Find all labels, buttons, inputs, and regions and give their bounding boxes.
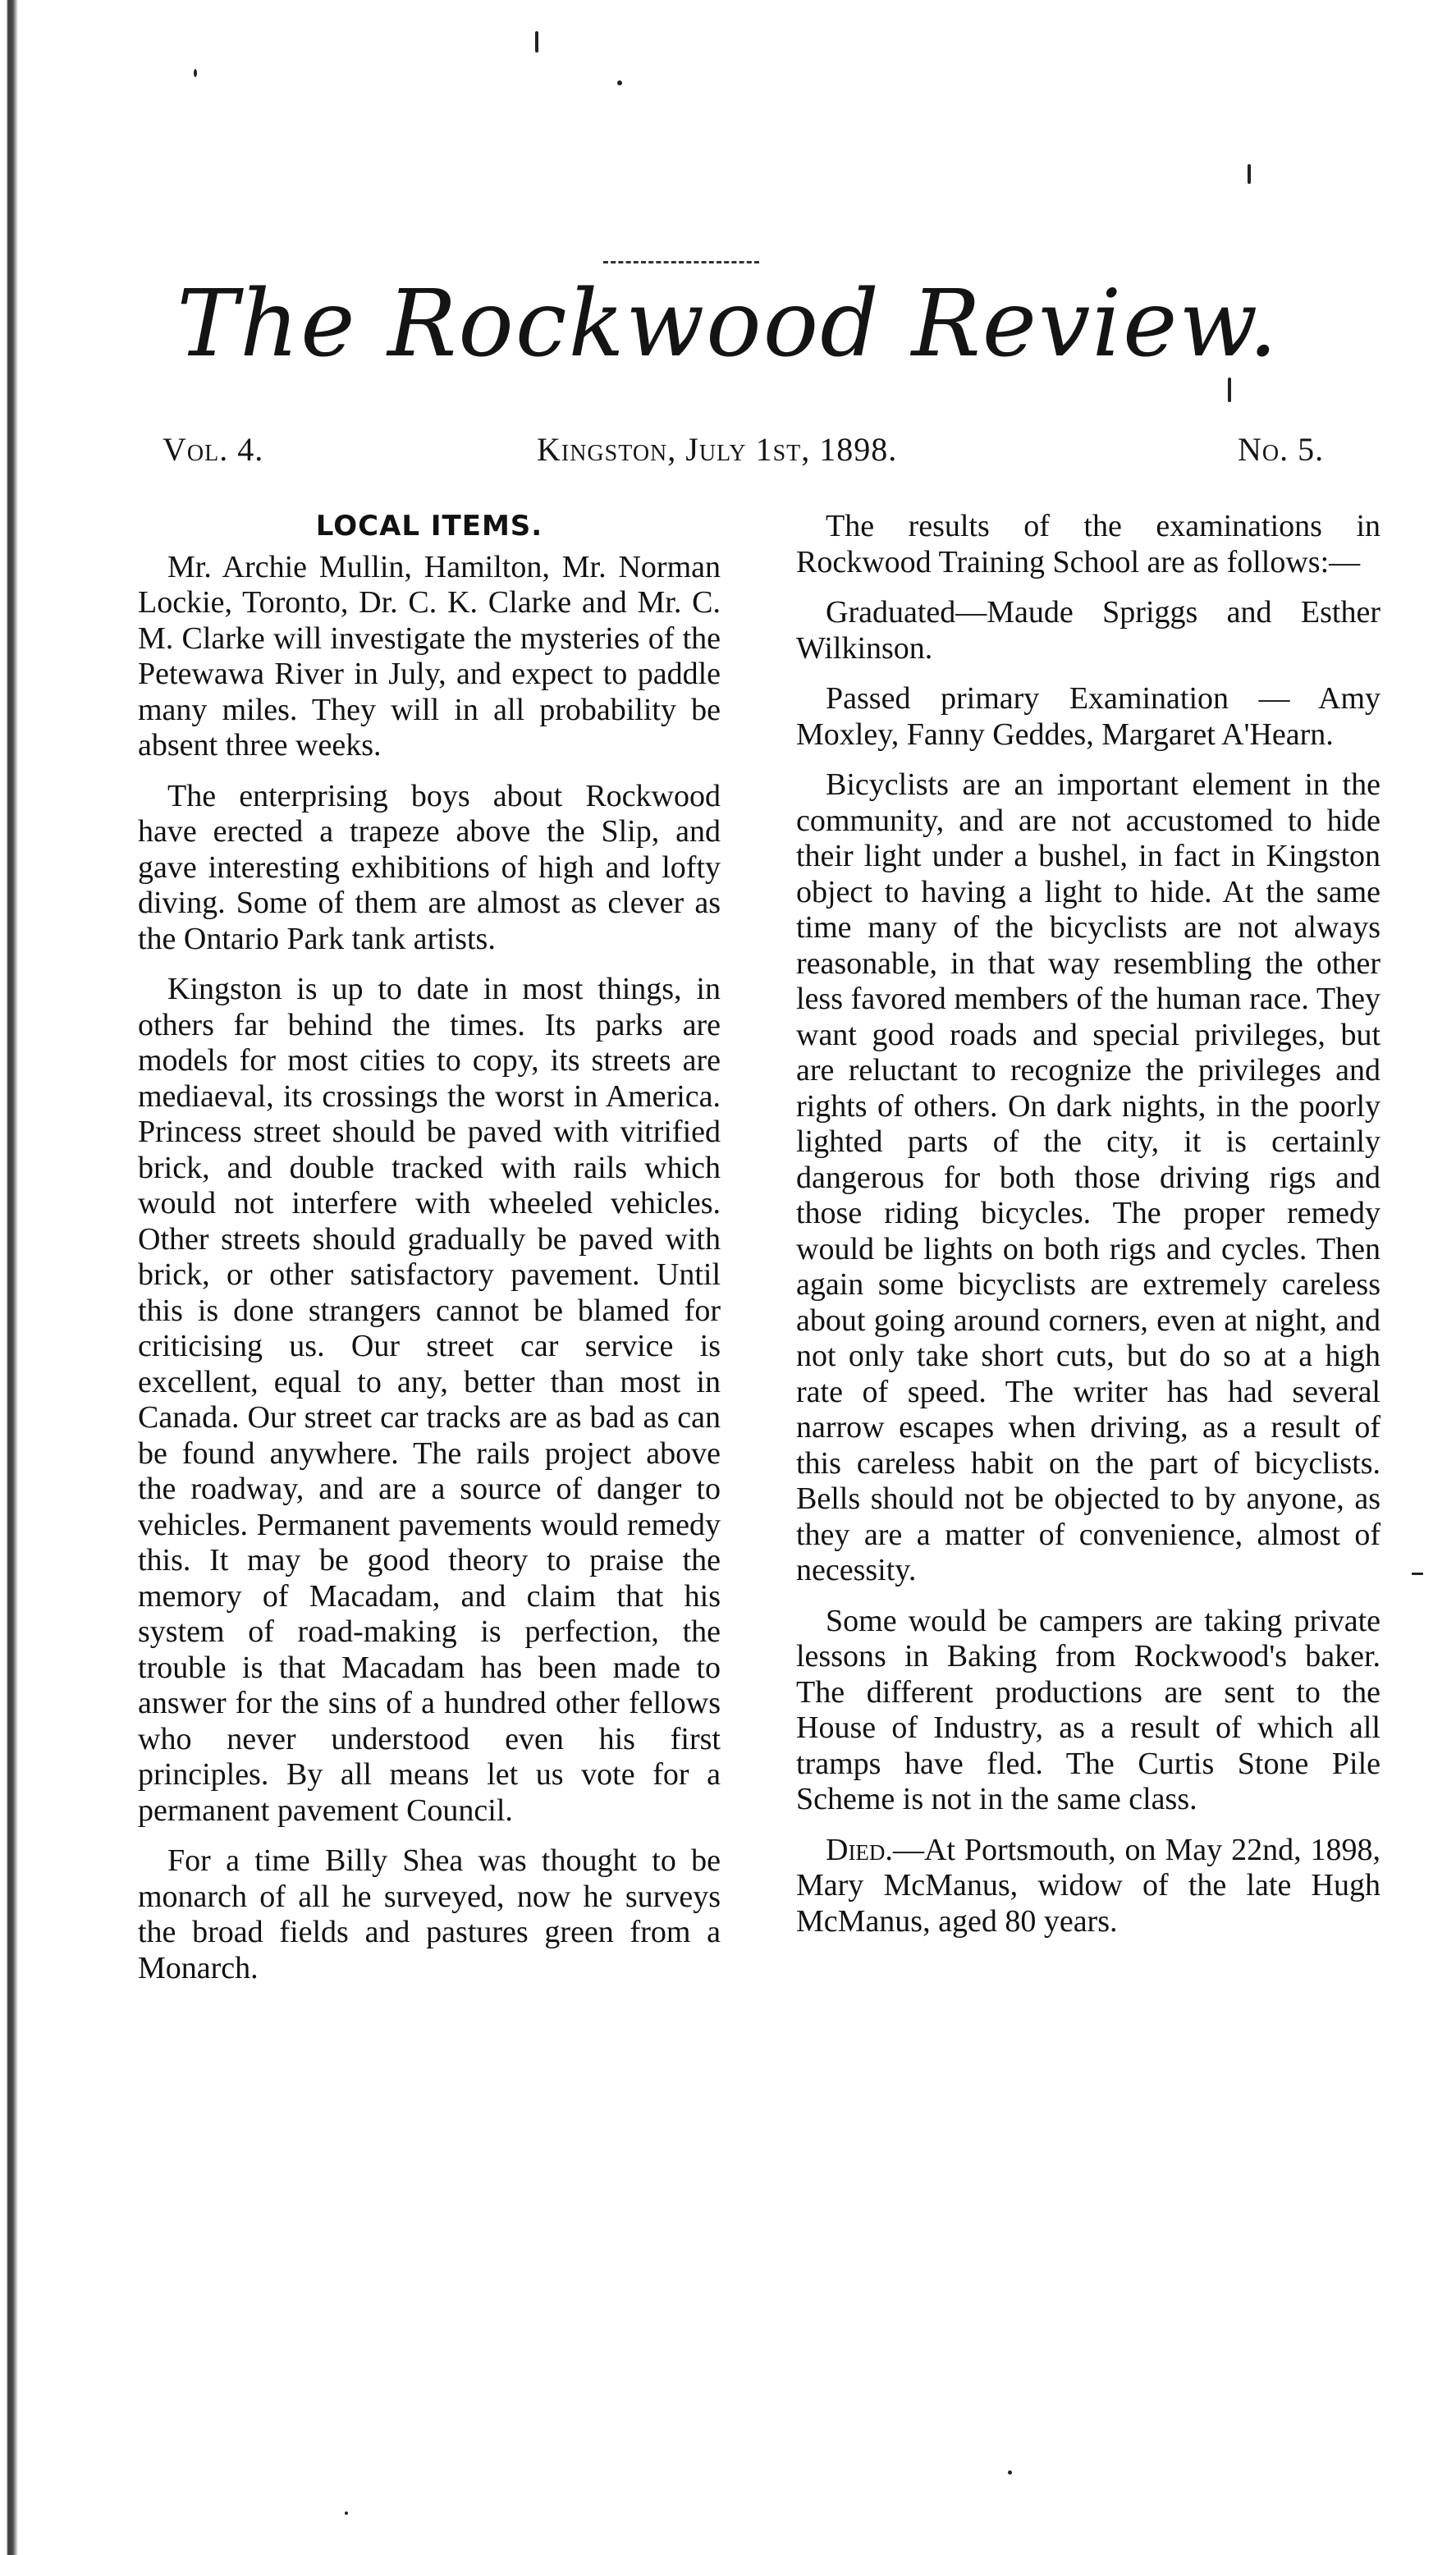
print-speck: [194, 69, 197, 77]
print-speck: [345, 2512, 348, 2515]
news-item-paragraph: The results of the examinations in Rockwood Training School are as follows:—: [796, 509, 1380, 579]
print-speck: [1228, 378, 1231, 402]
print-speck: [1248, 164, 1251, 184]
print-speck: [535, 31, 538, 53]
left-column: [138, 509, 721, 2001]
print-speck: [1008, 2470, 1012, 2475]
masthead-rule: [603, 261, 759, 263]
death-notice-label: Died.: [826, 1832, 893, 1867]
print-speck: [1412, 1573, 1423, 1575]
news-item-paragraph: Bicyclists are an important element in the community, and are not accustomed to hide their light under a bushel, in fact in Kingston object to having a light to hide. At the same time many of the bicyclists are not always reasonable, in that way resembling the other less favored members of the human race. They want good roads and special privileges, but are reluctant to recognize the privileges and rights of others. On dark nights, in the poorly lighted parts of the city, it is certainly dangerous for both those driving rigs and those riding bicycles. The proper remedy would be lights on both rigs and cycles. Then again some bicyclists are extremely careless about going around corners, even at night, and not only take short cuts, but do so at a high rate of speed. The writer has had several narrow escapes when driving, as a result of this careless habit on the part of bicyclists. Bells should not be objected to by anyone, as they are a matter of convenience, almost of necessity.: [796, 767, 1380, 1587]
death-notice: [796, 1833, 1380, 1940]
news-item-paragraph: Kingston is up to date in most things, in others far behind the times. Its parks are models for most cities to copy, its streets are mediaeval, its crossings the worst in America. Princess street should be paved with vitrified brick, and double tracked with rails which would not interfere with wheeled vehicles. Other streets should gradually be paved with brick, or other satisfactory pavement. Until this is done strangers cannot be blamed for criticising us. Our street car service is excellent, equal to any, better than most in Canada. Our street car tracks are as bad as can be found anywhere. The rails project above the roadway, and are a source of danger to vehicles. Permanent pavements would remedy this. It may be good theory to praise the memory of Macadam, and claim that his system of road-making is perfection, the trouble is that Macadam has been made to answer for the sins of a hundred other fellows who never understood even his first principles. By all means let us vote for a permanent pavement Council.: [138, 972, 721, 1828]
right-column: [796, 509, 1380, 1954]
news-item-paragraph: Some would be campers are taking private lessons in Baking from Rockwood's baker. The different productions are sent to the House of Industry, as a result of which all tramps have fled. The Curtis Stone Pile Scheme is not in the same class.: [796, 1603, 1380, 1816]
news-item-paragraph: Graduated—Maude Spriggs and Esther Wilkinson.: [796, 595, 1380, 666]
news-item-paragraph: The enterprising boys about Rockwood have erected a trapeze above the Slip, and gave interesting exhibitions of high and lofty diving. Some of them are almost as clever as the Ontario Park tank artists.: [138, 778, 721, 956]
news-item-paragraph: Mr. Archie Mullin, Hamilton, Mr. Norman Lockie, Toronto, Dr. C. K. Clarke and Mr. C. M. Clarke will investigate the mysteries of the Petewawa River in July, and expect to paddle many miles. They will in all probability be absent three weeks.: [138, 549, 721, 762]
volume-number: Vol. 4.: [163, 431, 264, 468]
death-notice-text: —At Portsmouth, on May 22nd, 1898, Mary McManus, widow of the late Hugh McManus, aged 80 years.: [796, 1832, 1380, 1939]
place-and-date: Kingston, July 1st, 1898.: [537, 431, 898, 468]
issue-number: No. 5.: [1238, 431, 1325, 468]
masthead-title: The Rockwood Review.: [176, 271, 1280, 378]
print-speck: [617, 80, 622, 85]
news-item-paragraph: Passed primary Examination — Amy Moxley, Fanny Geddes, Margaret A'Hearn.: [796, 681, 1380, 752]
section-heading: LOCAL ITEMS.: [315, 510, 543, 543]
news-item-paragraph: For a time Billy Shea was thought to be monarch of all he surveyed, now he surveys the broad fields and pastures green from a Monarch.: [138, 1843, 721, 1985]
column-divider: [775, 525, 776, 2282]
binding-edge: [0, 0, 18, 2555]
